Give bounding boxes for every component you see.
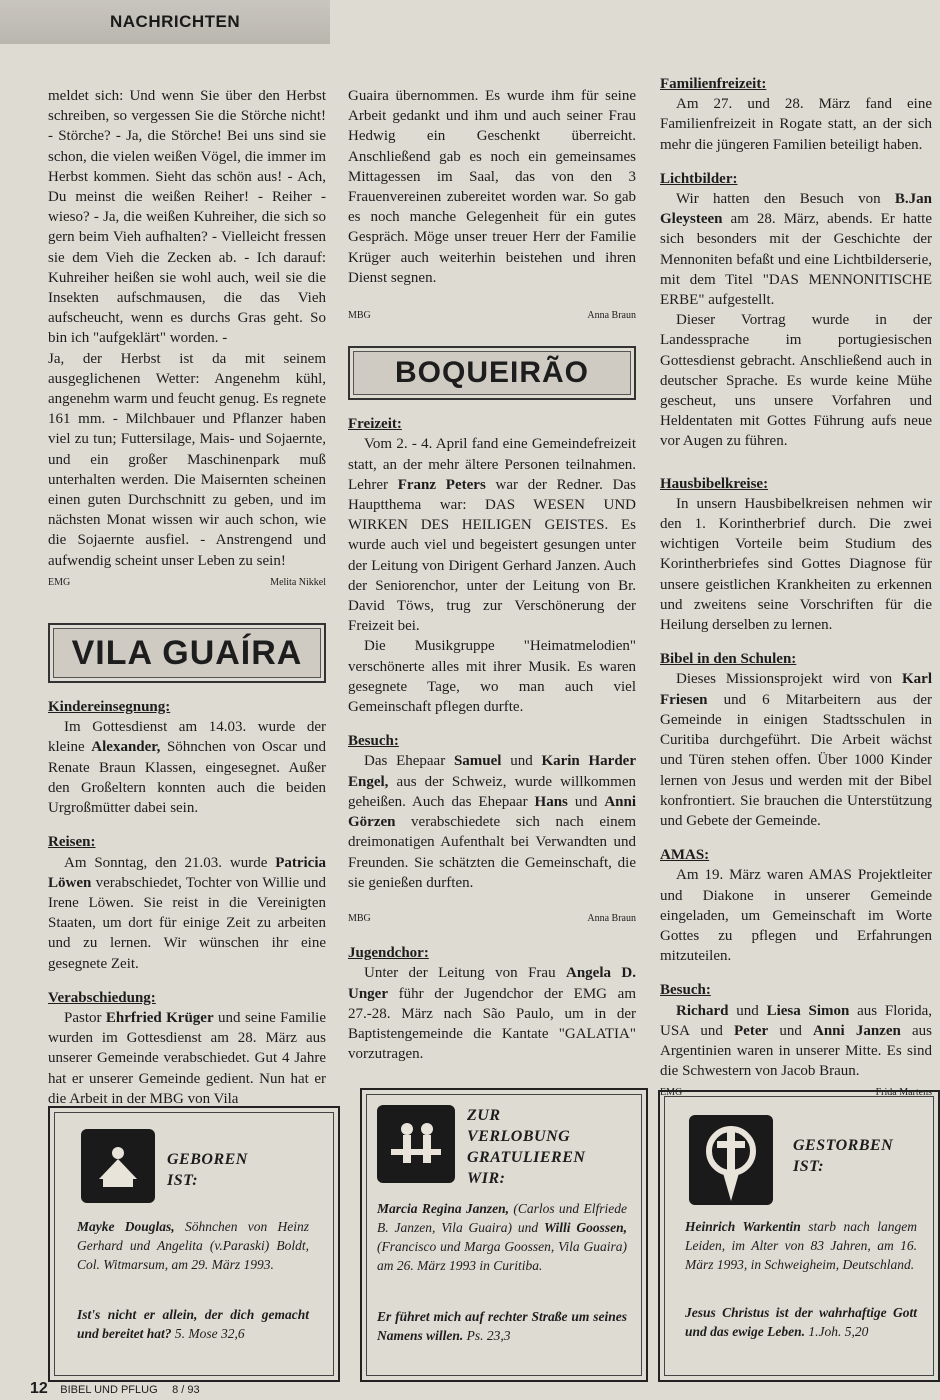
- engagement-announcement-box: [360, 1088, 648, 1382]
- birth-announcement-box: [48, 1106, 340, 1382]
- section-title: NACHRICHTEN: [110, 12, 241, 31]
- signature: MBG Anna Braun: [348, 912, 636, 924]
- paragraph: Dieser Vortrag wurde in der Landessprache im portugiesischen Gottesdienst gebracht. Anschließend auch in deutscher Sprache. Es wurde keine Mühe gescheut, uns unsere Vorfahren und Heldentaten mit Gottes Führung aufs neue vor Augen zu führen.: [660, 312, 932, 450]
- section-heading: Reisen:: [48, 834, 96, 851]
- paragraph: Die Musikgruppe "Heimatmelodien" verschönerte alles mit ihrer Musik. Es waren gesegnete Tage, wo man auch viel Gemeinschaft pflegen durfte.: [348, 638, 636, 716]
- column-right: [660, 70, 932, 1104]
- box-text: Mayke Douglas, Söhnchen von Heinz Gerhard und Angelita (v.Paraski) Boldt, Col. Witmarsum, am 29. März 1993.: [77, 1219, 309, 1272]
- box-title: GEBOREN IST:: [167, 1151, 248, 1189]
- box-text: Heinrich Warkentin starb nach langem Leiden, im Alter von 83 Jahren, am 16. März 1993, in Schweigheim, Deutschland.: [685, 1219, 917, 1272]
- paragraph: Im Gottesdienst am 14.03. wurde der kleine Alexander, Söhnchen von Oscar und Renate Braun Klassen, eingesegnet. Außer den Großeltern konnten auch die beiden Urgroßmütter dabei sein.: [48, 719, 327, 817]
- column-left: [48, 86, 326, 1109]
- paragraph: In unsern Hausbibelkreisen nehmen wir den 1. Korintherbrief durch. Die zwei wichtigen Vorteile beim Studium des Korintherbriefes sind Gottes Diagnose für unsere geistlichen Krankheiten zu erkennen und zweitens seine Vorschriften für die Heilung derselben zu lernen.: [660, 495, 932, 634]
- signature: EMG Frida Martens: [660, 1087, 932, 1099]
- paragraph: Am Sonntag, den 21.03. wurde Patricia Löwen verabschiedet, Tochter von Willie und Irene Löwen. Sie reist in die Vereinigten Staaten, um dort für einige Zeit zu arbeiten und zu lernen. Wir wünschen ihr eine gesegnete Zeit.: [48, 854, 326, 972]
- section-heading: Hausbibelkreise:: [660, 475, 769, 492]
- section-heading: AMAS:: [660, 847, 710, 864]
- paragraph: Richard und Liesa Simon aus Florida, USA und Peter und Anni Janzen aus Argentinien waren in unserer Mitte. Es sind die Schwestern von Jacob Braun.: [660, 1002, 933, 1080]
- section-heading: Freizeit:: [348, 416, 402, 433]
- page-number: 12: [30, 1380, 48, 1397]
- magazine-name: BIBEL UND PFLUG: [60, 1384, 158, 1396]
- paragraph: Vom 2. - 4. April fand eine Gemeindefreizeit statt, an der mehr ältere Personen teilnahmen. Lehrer Franz Peters war der Redner. Das Hauptthema war: DAS WESEN UND WIRKEN DES HEILIGEN GEISTES. Es wurde auch viel und begeistert gesungen unter der Leitung von Dirigent Gerhard Janzen. Auch der Seniorenchor, unter der Leitung von Br. David Töws, trug zur Verschönerung der Freizeit bei.: [348, 436, 636, 635]
- page-footer: [30, 1380, 200, 1398]
- paragraph: Ja, der Herbst ist da mit seinem ausgeglichenen Wetter: Angenehm kühl, angenehm warm und feucht genug. Es regnete 161 mm. - Milchbauer und Pflanzer haben viel zu tun; Futtersilage, Mais- und Sojaernte, und ein großer Maschinenpark muß unterhalten werden. Die Maisernten scheinen einen guten Durchschnitt zu geben, und im nächsten Monat wissen wir auch schon, wie die Sojaernte ausfiel. - Anstrengend und aufwendig scheint unser Leben zu sein!: [48, 350, 326, 569]
- couple-icon: [377, 1105, 455, 1183]
- section-heading: Jugendchor:: [348, 945, 429, 962]
- stork-icon: [81, 1129, 155, 1203]
- issue-number: 8 / 93: [172, 1384, 200, 1396]
- paragraph: Das Ehepaar Samuel und Karin Harder Engel, aus der Schweiz, wurde willkommen geheißen. Auch das Ehepaar Hans und Anni Görzen verabschiedete sich nach einem dreimonatigen Aufenthalt bei Verwandten und Freunden. Sie schätzten die Gemeinschaft, die sie genießen durften.: [348, 753, 636, 891]
- vila-guaira-banner: VILA GUAÍRA: [48, 623, 326, 683]
- section-heading: Familienfreizeit:: [660, 76, 767, 92]
- paragraph: Unter der Leitung von Frau Angela D. Unger führ der Jugendchor der EMG am 27.-28. März nach São Paulo, um in der Baptistengemeinde die Kantate "GALATIA" vorzutragen.: [348, 965, 636, 1063]
- box-verse: Jesus Christus ist der wahrhaftige Gott und das ewige Leben. 1.Joh. 5,20: [685, 1305, 917, 1339]
- paragraph: Dieses Missionsprojekt wird von Karl Friesen und 6 Mitarbeitern aus der Gemeinde in einigen Stadtsschulen in Curitiba durchgeführt. Die Arbeit wächst und Türen stehen offen. Über 1000 Kinder lernen von Jesus und werden mit der Bibel konfrontiert. Sie brauchen die Unterstützung und Gebete der Gemeinde.: [660, 671, 932, 829]
- section-heading: Bibel in den Schulen:: [660, 651, 797, 668]
- box-text: Marcia Regina Janzen, (Carlos und Elfriede B. Janzen, Vila Guaira) und Willi Goossen, (Francisco und Marga Goossen, Vila Guaira) am 26. März 1993 in Curitiba.: [377, 1201, 627, 1273]
- paragraph: Am 19. März waren AMAS Projektleiter und Diakone in unserer Gemeinde eingeladen, um Gemeinschaft im Worte Gottes zu pflegen und Erfahrungen mitzuteilen.: [660, 867, 932, 965]
- box-verse: Ist's nicht er allein, der dich gemacht und bereitet hat? 5. Mose 32,6: [77, 1307, 309, 1341]
- boqueirao-banner: BOQUEIRÃO: [348, 346, 636, 400]
- box-verse: Er führet mich auf rechter Straße um seines Namens willen. Ps. 23,3: [377, 1309, 627, 1343]
- box-title: ZUR VERLOBUNG GRATULIEREN WIR:: [467, 1107, 586, 1187]
- death-announcement-box: [658, 1090, 940, 1382]
- section-header: [0, 0, 330, 44]
- paragraph: Pastor Ehrfried Krüger und seine Familie wurden im Gottesdienst am 28. März aus unserer Gemeinde verabschiedet. Gut 4 Jahre hat er unserer Gemeinde gedient. Nun hat er die Arbeit in der MBG von Vila: [48, 1009, 326, 1107]
- section-heading: Besuch:: [660, 982, 711, 999]
- box-title: GESTORBEN IST:: [793, 1137, 894, 1175]
- column-middle: [348, 86, 636, 1064]
- section-heading: Lichtbilder:: [660, 170, 738, 187]
- section-heading: Besuch:: [348, 733, 399, 750]
- signature: EMG Melita Nikkel: [48, 576, 326, 588]
- paragraph: Guaira übernommen. Es wurde ihm für seine Arbeit gedankt und ihm und auch seiner Frau Hedwig ein Geschenkt überreicht. Anschließend gab es noch ein gemeinsames Mittagessen im Saal, das von den 3 Frauenvereinen zubereitet worden war. So gab es noch manche Gelegenheit für ein gutes Gespräch. Möge unser treuer Herr der Familie Krüger auch weiterhin beistehen und ihren Dienst segnen.: [348, 88, 636, 286]
- paragraph: meldet sich: Und wenn Sie über den Herbst schreiben, so vergessen Sie die Störche nicht! - Störche? - Ja, die Störche! Bei uns sind sie schon, die vielen weißen Vögel, die immer im Herbst kommen. Sieht das schön aus! - Ach, Du meinst die weißen Reiher! - Reiher - wieso? - Ja, die weißen Kuhreiher, die sich so gern beim Vieh aufhalten? - Vielleicht fressen sie dem Vieh die Zecken ab. - Ich darauf: Kuhreiher heißen sie wohl auch, weil sie die Insekten aufschmausen, die das Vieh aufscheucht, wenn es durchs Gras geht. So bin ich "aufgeklärt" worden. -: [48, 88, 326, 347]
- cross-wreath-icon: [689, 1115, 773, 1205]
- section-heading: Verabschiedung:: [48, 989, 156, 1006]
- section-heading: Kindereinsegnung:: [48, 699, 171, 716]
- signature: MBG Anna Braun: [348, 310, 636, 322]
- paragraph: Wir hatten den Besuch von B.Jan Gleysteen am 28. März, abends. Er hatte sich besonders mit der Geschichte der Mennoniten befaßt und eine Lichtbilderserie, mit dem Titel "DAS MENNONITISCHE ERBE" aufgestellt.: [660, 191, 932, 309]
- paragraph: Am 27. und 28. März fand eine Familienfreizeit in Rogate statt, an der sich mehr die jüngeren Familien beteiligt haben.: [660, 96, 932, 153]
